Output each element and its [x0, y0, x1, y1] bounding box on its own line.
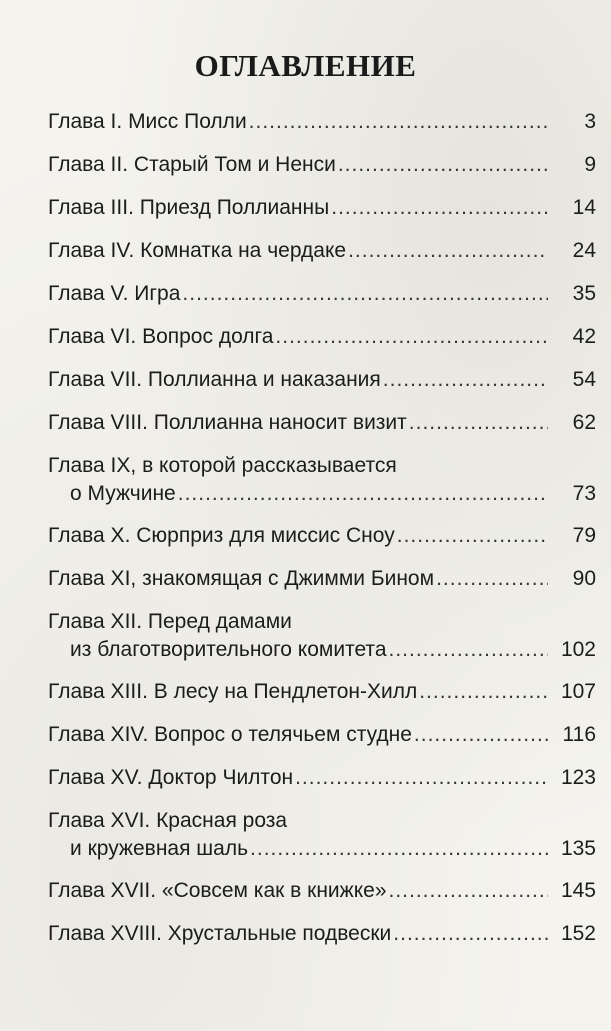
toc-page-number: 145	[560, 879, 596, 902]
toc-page-number: 135	[560, 837, 596, 860]
toc-page-number: 123	[560, 766, 596, 789]
page-title: ОГЛАВЛЕНИЕ	[194, 48, 417, 83]
leader-dots	[295, 764, 548, 792]
toc-entry-text: и кружевная шаль	[70, 837, 249, 860]
toc-entry-text: Глава XVII. «Совсем как в книжке»	[48, 879, 387, 902]
toc-page-number: 90	[572, 567, 596, 590]
toc-page-number: 14	[572, 196, 596, 219]
toc-entry-text: из благотворительного комитета	[70, 638, 387, 661]
toc-page-number: 9	[584, 153, 596, 176]
leader-dots	[338, 151, 548, 179]
toc-entry-9	[48, 452, 596, 522]
leader-dots	[389, 636, 549, 664]
toc-entry-text: Глава XIV. Вопрос о телячьем студне	[48, 723, 412, 746]
toc-entry-2	[48, 151, 596, 194]
leader-dots	[383, 366, 548, 394]
toc-page-number: 79	[572, 524, 596, 547]
toc-page-number: 42	[572, 325, 596, 348]
toc-entry-16	[48, 807, 596, 877]
toc-page-number: 3	[584, 110, 596, 133]
toc-entry-4	[48, 237, 596, 280]
leader-dots	[182, 280, 548, 308]
leader-dots	[331, 194, 548, 222]
leader-dots	[178, 480, 548, 508]
leader-dots	[414, 721, 548, 749]
toc-entry-heading: Глава XII. Перед дамами	[48, 610, 292, 633]
toc-entry-heading: Глава XVI. Красная роза	[48, 809, 288, 832]
leader-dots	[393, 920, 548, 948]
toc-entry-text: о Мужчине	[70, 482, 176, 505]
leader-dots	[389, 877, 549, 905]
toc-entry-5	[48, 280, 596, 323]
table-of-contents	[48, 108, 596, 963]
toc-entry-15	[48, 764, 596, 807]
toc-entry-12	[48, 608, 596, 678]
toc-entry-text: Глава X. Сюрприз для миссис Сноу	[48, 524, 395, 547]
toc-entry-text: Глава XIII. В лесу на Пендлетон-Хилл	[48, 680, 418, 703]
toc-entry-text: Глава XI, знакомящая с Джимми Бином	[48, 567, 435, 590]
toc-entry-10	[48, 522, 596, 565]
leader-dots	[397, 522, 548, 550]
toc-page-number: 152	[560, 922, 596, 945]
leader-dots	[348, 237, 548, 265]
toc-entry-7	[48, 366, 596, 409]
toc-entry-text: Глава VI. Вопрос долга	[48, 325, 274, 348]
toc-page-number: 116	[562, 723, 596, 746]
toc-entry-text: Глава V. Игра	[48, 282, 181, 305]
toc-entry-1	[48, 108, 596, 151]
toc-entry-text: Глава VII. Поллианна и наказания	[48, 368, 381, 391]
toc-entry-text: Глава XVIII. Хрустальные подвески	[48, 922, 392, 945]
toc-page-number: 107	[560, 680, 596, 703]
leader-dots	[409, 409, 548, 437]
toc-entry-3	[48, 194, 596, 237]
toc-entry-text: Глава III. Приезд Поллианны	[48, 196, 330, 219]
toc-entry-11	[48, 565, 596, 608]
leader-dots	[275, 323, 548, 351]
leader-dots	[249, 108, 548, 136]
toc-page-number: 102	[560, 638, 596, 661]
toc-entry-14	[48, 721, 596, 764]
leader-dots	[436, 565, 548, 593]
toc-entry-18	[48, 920, 596, 963]
toc-entry-13	[48, 678, 596, 721]
toc-entry-text: Глава IV. Комнатка на чердаке	[48, 239, 347, 262]
toc-page-number: 62	[572, 411, 596, 434]
toc-entry-text: Глава I. Мисс Полли	[48, 110, 247, 133]
toc-entry-heading: Глава IX, в которой рассказывается	[48, 454, 397, 477]
leader-dots	[419, 678, 548, 706]
toc-entry-text: Глава VIII. Поллианна наносит визит	[48, 411, 407, 434]
leader-dots	[250, 835, 548, 863]
toc-page-number: 54	[572, 368, 596, 391]
toc-entry-text: Глава XV. Доктор Чилтон	[48, 766, 294, 789]
toc-entry-6	[48, 323, 596, 366]
toc-entry-text: Глава II. Старый Том и Ненси	[48, 153, 336, 176]
toc-entry-17	[48, 877, 596, 920]
toc-page-number: 35	[572, 282, 596, 305]
toc-entry-8	[48, 409, 596, 452]
toc-page-number: 73	[572, 482, 596, 505]
toc-page-number: 24	[572, 239, 596, 262]
